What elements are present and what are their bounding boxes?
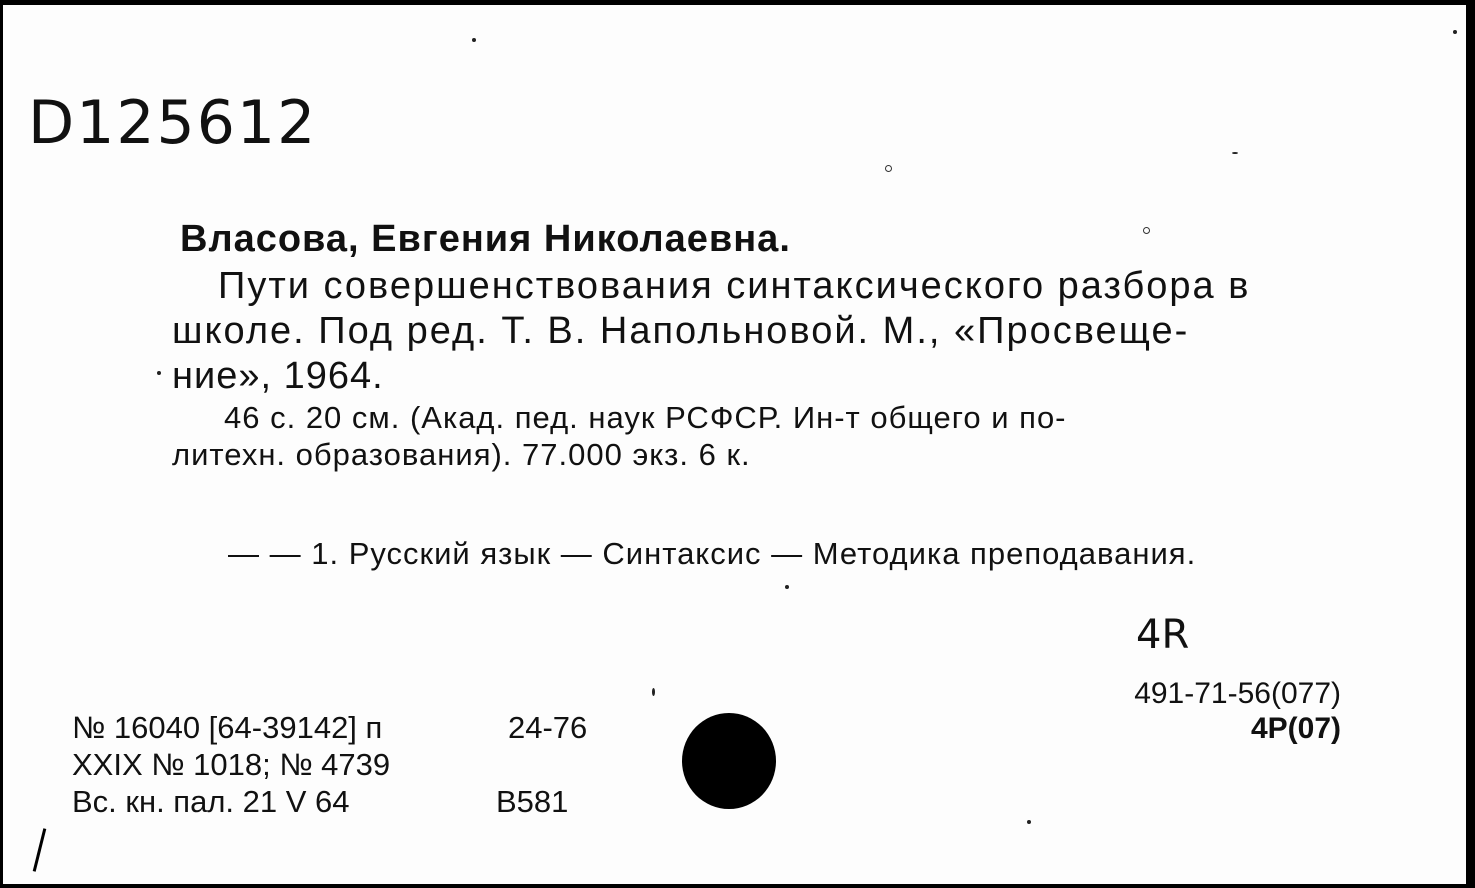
title-line-3: ние», 1964. — [172, 355, 384, 397]
author-heading: Власова, Евгения Николаевна. — [180, 218, 791, 260]
card-edge-left — [0, 0, 3, 888]
dust-speck — [885, 165, 892, 172]
pencil-slash-mark — [33, 828, 47, 871]
card-edge-bottom — [0, 884, 1475, 888]
dust-speck — [1027, 820, 1031, 824]
dust-speck — [157, 371, 161, 375]
dust-speck — [1453, 30, 1457, 34]
collation-line-1: 46 с. 20 см. (Акад. пед. наук РСФСР. Ин-т общего и по- — [224, 400, 1067, 435]
title-line-2: школе. Под ред. Т. В. Напольновой. М., «Просвеще- — [172, 310, 1190, 352]
card-punch-hole — [682, 713, 776, 809]
batch-code: B581 — [496, 784, 569, 819]
collation-line-2: литехн. образования). 77.000 экз. 6 к. — [172, 437, 751, 472]
handwritten-shelf-mark: 4R — [1136, 612, 1190, 658]
dust-speck — [472, 38, 476, 42]
dust-speck — [785, 585, 789, 589]
title-line-1: Пути совершенствования синтаксического разбора в — [218, 265, 1251, 307]
card-edge-right — [1466, 0, 1475, 888]
price-code: 24-76 — [508, 710, 588, 745]
subject-heading: — — 1. Русский язык — Синтаксис — Методика преподавания. — [228, 536, 1197, 571]
card-edge-top — [0, 0, 1475, 5]
classification-line-1: 491-71-56(077) — [1134, 677, 1341, 710]
dust-speck — [1143, 227, 1150, 234]
registry-line: XXIX № 1018; № 4739 — [72, 747, 391, 782]
dust-speck — [1232, 152, 1238, 154]
dust-speck — [652, 688, 655, 696]
handwritten-call-number: D125612 — [28, 88, 318, 158]
classification-line-2: 4Р(07) — [1250, 712, 1341, 745]
registration-number: № 16040 [64-39142] п — [72, 710, 383, 745]
book-chamber-line: Вс. кн. пал. 21 V 64 — [72, 784, 350, 819]
